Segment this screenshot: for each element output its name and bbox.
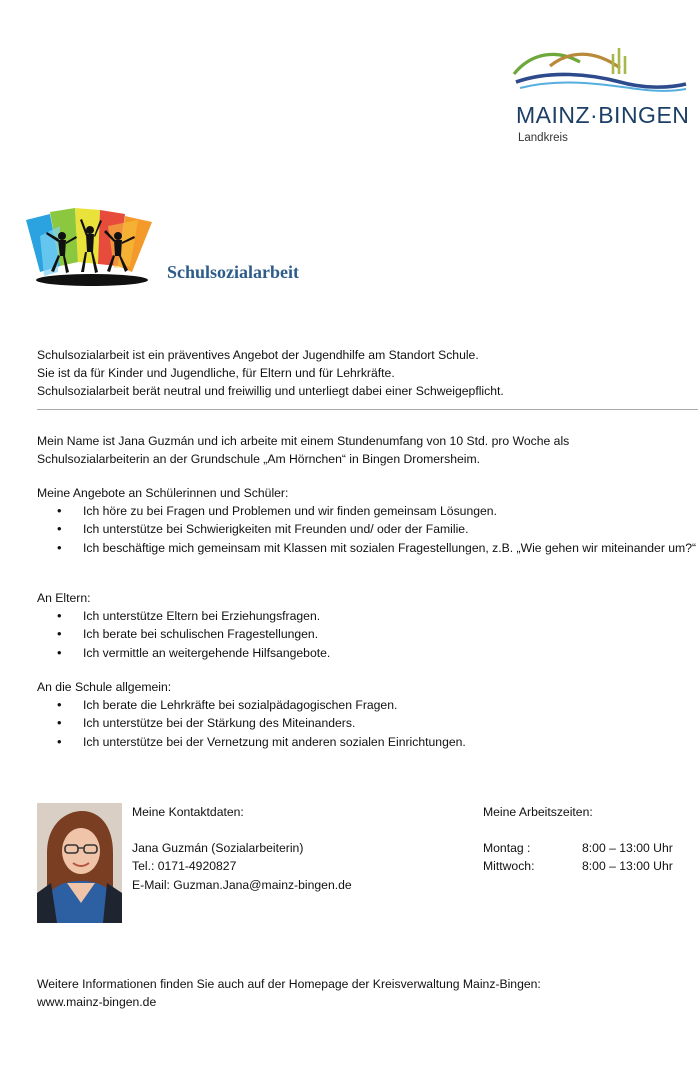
list-item: • Ich unterstütze Eltern bei Erziehungsfragen.	[37, 607, 697, 625]
list-item: • Ich beschäftige mich gemeinsam mit Klassen mit sozialen Fragestellungen, z.B. „Wie gehen wir miteinander um?“	[37, 539, 697, 557]
contact-name: Jana Guzmán (Sozialarbeiterin)	[132, 841, 304, 856]
logo-name: MAINZ·BINGEN	[516, 102, 690, 128]
list-item: • Ich berate bei schulischen Fragestellungen.	[37, 625, 697, 643]
footer-link[interactable]: www.mainz-bingen.de	[37, 995, 157, 1010]
school-heading: An die Schule allgemein:	[37, 680, 172, 694]
hours-row	[483, 857, 693, 875]
list-item: • Ich vermittle an weitergehende Hilfsangebote.	[37, 644, 697, 662]
intro-line: Sie ist da für Kinder und Jugendliche, für Eltern und für Lehrkräfte.	[37, 366, 395, 381]
students-section	[37, 484, 697, 557]
parents-heading: An Eltern:	[37, 591, 91, 605]
jumping-children-icon	[20, 206, 158, 292]
school-list	[37, 696, 697, 751]
portrait-icon	[37, 803, 122, 923]
footer-text: Weitere Informationen finden Sie auch auf der Homepage der Kreisverwaltung Mainz-Bingen:	[37, 977, 541, 991]
list-item: • Ich unterstütze bei der Vernetzung mit anderen sozialen Einrichtungen.	[37, 733, 697, 751]
contact-phone: Tel.: 0171-4920827	[132, 859, 237, 874]
landscape-logo-icon	[510, 44, 690, 104]
contact-block	[132, 803, 352, 894]
children-illustration	[20, 206, 158, 292]
list-item: • Ich höre zu bei Fragen und Problemen und wir finden gemeinsam Lösungen.	[37, 502, 697, 520]
profile-photo	[37, 803, 122, 923]
intro-line: Schulsozialarbeit ist ein präventives Angebot der Jugendhilfe am Standort Schule.	[37, 348, 479, 362]
list-item: • Ich unterstütze bei der Stärkung des Miteinanders.	[37, 714, 697, 732]
divider	[37, 409, 698, 410]
students-heading: Meine Angebote an Schülerinnen und Schüler:	[37, 486, 289, 500]
logo-subtitle: Landkreis	[518, 132, 568, 144]
contact-heading: Meine Kontaktdaten:	[132, 805, 244, 819]
hours-day: Montag :	[483, 841, 531, 856]
page-title: Schulsozialarbeit	[167, 262, 300, 282]
mainz-bingen-logo	[510, 44, 690, 154]
about-line: Schulsozialarbeiterin an der Grundschule „Am Hörnchen“ in Bingen Dromersheim.	[37, 452, 481, 467]
hours-day: Mittwoch:	[483, 859, 535, 874]
students-list	[37, 502, 697, 557]
list-item: • Ich unterstütze bei Schwierigkeiten mit Freunden und/ oder der Familie.	[37, 520, 697, 538]
footer	[37, 975, 541, 1011]
hours-block	[483, 803, 693, 876]
school-section	[37, 678, 697, 751]
about-line: Mein Name ist Jana Guzmán und ich arbeite mit einem Stundenumfang von 10 Std. pro Woche als	[37, 434, 570, 448]
intro-paragraph	[37, 346, 504, 401]
list-item: • Ich berate die Lehrkräfte bei sozialpädagogischen Fragen.	[37, 696, 697, 714]
hours-heading: Meine Arbeitszeiten:	[483, 805, 593, 819]
parents-section	[37, 589, 697, 662]
parents-list	[37, 607, 697, 662]
hours-row	[483, 839, 693, 857]
contact-email[interactable]: E-Mail: Guzman.Jana@mainz-bingen.de	[132, 877, 352, 892]
about-paragraph	[37, 432, 569, 468]
hours-time: 8:00 – 13:00 Uhr	[582, 859, 673, 874]
hours-time: 8:00 – 13:00 Uhr	[582, 841, 673, 856]
intro-line: Schulsozialarbeit berät neutral und freiwillig und unterliegt dabei einer Schweigepflicht.	[37, 384, 504, 399]
